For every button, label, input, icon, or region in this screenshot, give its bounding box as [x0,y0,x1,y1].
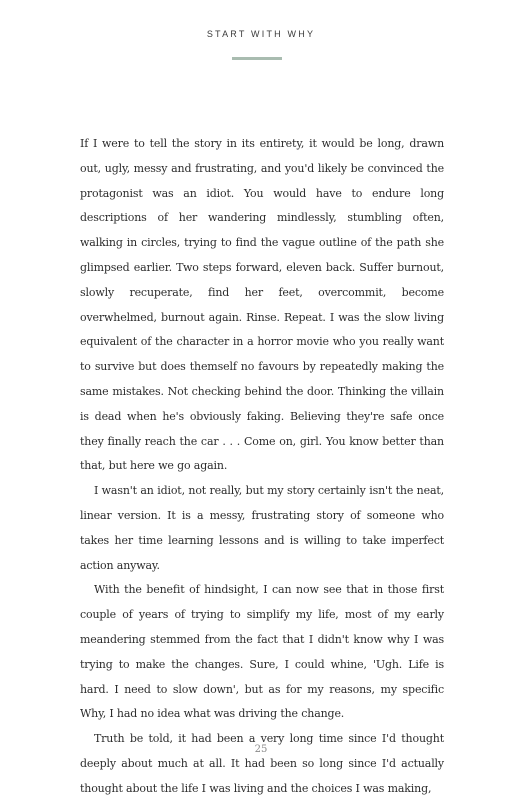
running-head: START WITH WHY [206,29,316,39]
page-number: 25 [254,744,268,755]
paragraph: I wasn't an idiot, not really, but my story certainly isn't the neat, linear version. It is a messy, frustrating story of someone who takes her time learning lessons and is willing to take imperfect action anyway. [80,484,444,572]
paragraph: With the benefit of hindsight, I can now see that in those first couple of years of trying to simplify my life, most of my early meandering stemmed from the fact that I didn't know why I was trying to make the changes. Sure, I could whine, 'Ugh. Life is hard. I need to slow down', but as for my reasons, my specific Why, I had no idea what was driving the change. [80,583,444,721]
body-text [80,132,444,802]
paragraph: Truth be told, it had been a very long time since I'd thought deeply about much at all. It had been so long since I'd actually thought about the life I was living and the choices I was making, [80,732,444,795]
paragraph: If I were to tell the story in its entirety, it would be long, drawn out, ugly, messy and frustrating, and you'd likely be convinced the protagonist was an idiot. You would have to endure long descriptions of her wandering mindlessly, stumbling often, walking in circles, trying to find the vague outline of the path she glimpsed earlier. Two steps forward, eleven back. Suffer burnout, slowly recuperate, find her feet, overcommit, become overwhelmed, burnout again. Rinse. Repeat. I was the slow living equivalent of the character in a horror movie who you really want to survive but does themself no favours by repeatedly making the same mistakes. Not checking behind the door. Thinking the villain is dead when he's obviously faking. Believing they're safe once they finally reach the car . . . Come on, girl. You know better than that, but here we go again. [80,137,444,473]
header-rule [232,57,282,60]
